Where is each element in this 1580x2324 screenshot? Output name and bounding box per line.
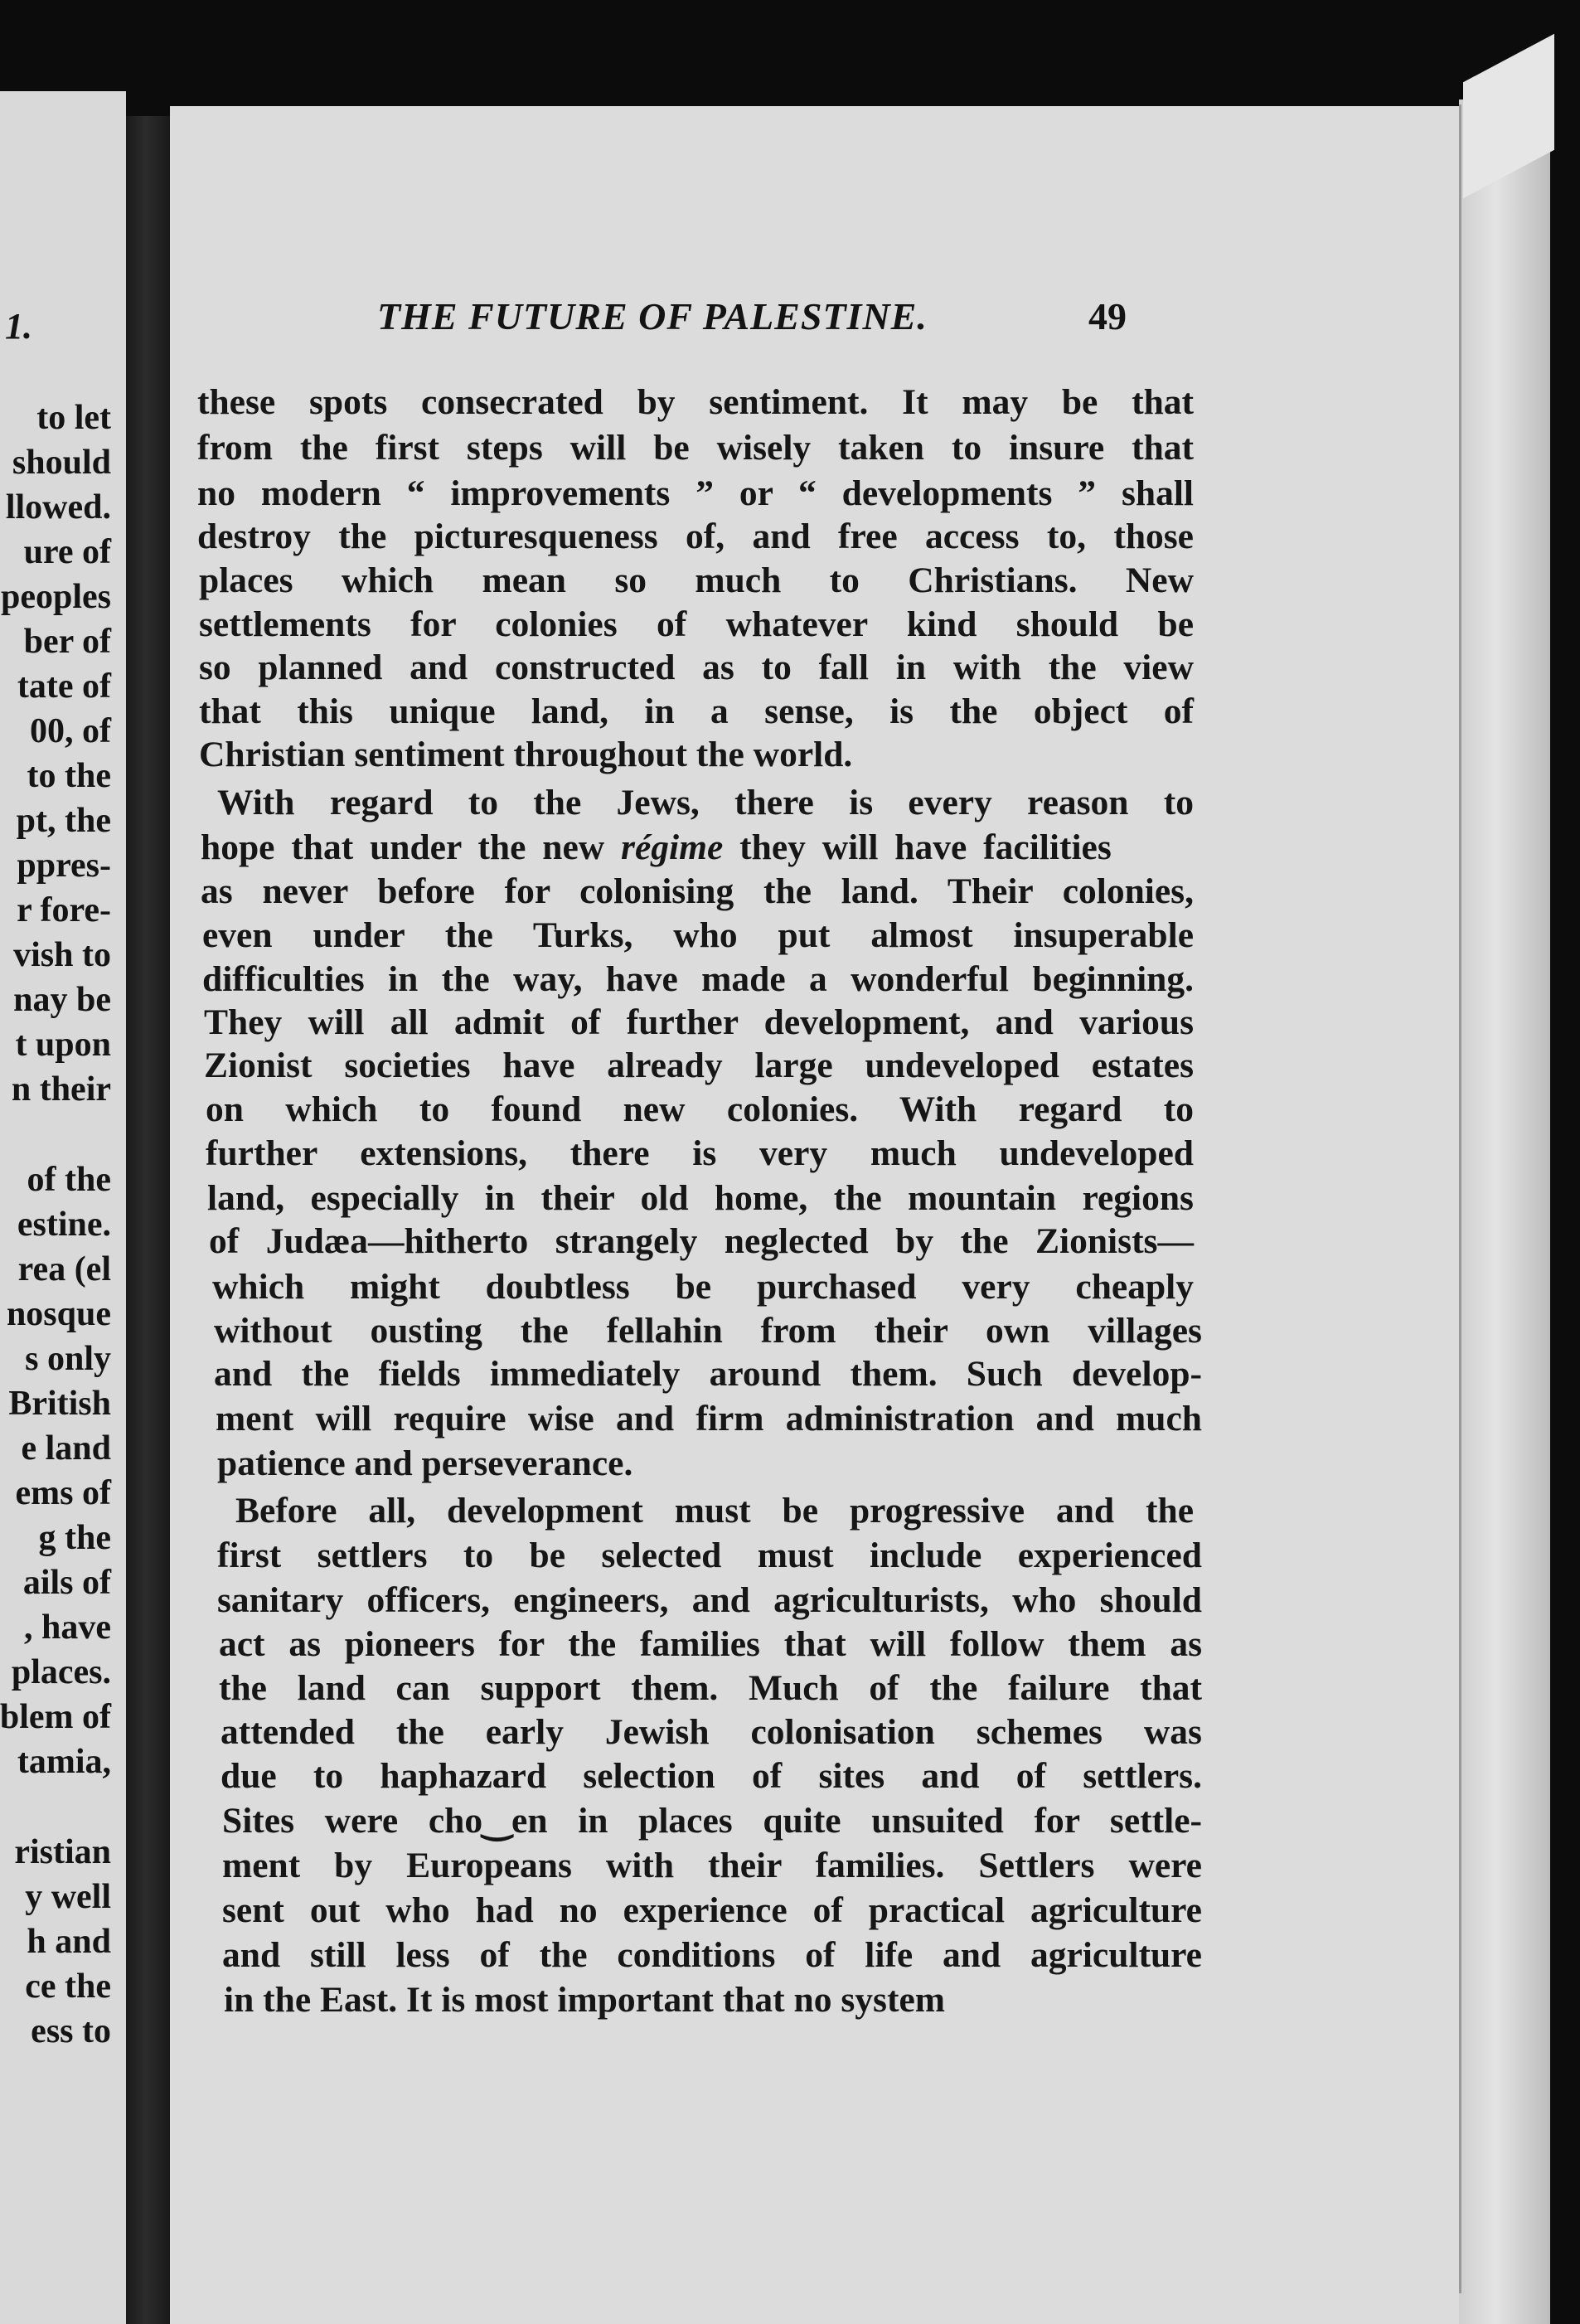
text-line: that this unique land, in a sense, is the object of [199,691,1194,731]
text-line: in the East. It is most important that no system [224,1980,945,2020]
text-line: Sites were cho‿en in places quite unsuited for settle- [222,1801,1202,1841]
left-page-text-fragment: rea (el [17,1250,111,1288]
left-page-text-fragment: tamia, [17,1743,111,1781]
left-page-text-fragment: of the [27,1161,111,1199]
left-page-text-fragment: vish to [13,936,111,974]
italic-word: régime [621,827,724,867]
text-line: They will all admit of further development, and various [204,1002,1194,1042]
left-page-text-fragment: ce the [25,1967,111,2006]
left-page-text-fragment: e land [21,1429,111,1468]
text-line: and the fields immediately around them. Such develop- [214,1354,1202,1394]
left-page-text-fragment: nosque [6,1295,111,1333]
text-line: the land can support them. Much of the failure that [219,1668,1202,1708]
left-page-text-fragment: peoples [0,578,111,616]
left-page-text-fragment: ems of [15,1474,111,1512]
text-line: even under the Turks, who put almost insuperable [202,915,1194,955]
left-page-text-fragment: ber of [23,623,111,661]
text-line: so planned and constructed as to fall in with the view [199,648,1194,687]
left-page-text-fragment: s only [25,1340,111,1378]
left-page-text-fragment: estine. [17,1206,111,1244]
left-page-text-fragment: pt, the [16,802,111,840]
left-page-text-fragment: ristian [14,1833,111,1871]
text-segment: hope that under the new [201,827,605,867]
left-page-text-fragment: y well [25,1878,111,1916]
left-page-text-fragment: should [12,444,111,482]
text-line [201,827,1194,868]
text-line: further extensions, there is very much undeveloped [206,1133,1194,1173]
text-line: Before all, development must be progressive and the [235,1491,1194,1531]
text-line: sent out who had no experience of practical agriculture [222,1890,1202,1930]
left-page-text-fragment: g the [38,1519,111,1557]
text-line: settlements for colonies of whatever kind should be [199,604,1194,644]
text-segment: they will have facilities [739,827,1112,867]
left-page-text-fragment: n their [11,1070,111,1109]
left-running-head-fragment: 1. [5,306,32,347]
left-page-text-fragment: places. [11,1653,111,1691]
left-page-text-fragment: British [8,1385,111,1423]
text-line: places which mean so much to Christians. New [199,560,1194,600]
text-line: first settlers to be selected must include experienced [217,1536,1202,1575]
left-page-text-fragment: t upon [15,1026,111,1064]
text-line: sanitary officers, engineers, and agriculturists, who should [217,1580,1202,1620]
left-page-text-fragment: to the [27,757,111,795]
text-line: which might doubtless be purchased very cheaply [212,1267,1194,1307]
text-line: With regard to the Jews, there is every reason to [217,783,1194,822]
text-line: ment will require wise and firm administration and much [216,1399,1202,1439]
text-line: due to haphazard selection of sites and of settlers. [221,1756,1202,1796]
left-page-text-fragment: blem of [0,1698,111,1736]
text-line: no modern “ improvements ” or “ developments ” shall [197,473,1194,513]
text-line: attended the early Jewish colonisation schemes was [221,1712,1202,1752]
text-line: difficulties in the way, have made a wonderful beginning. [202,959,1194,999]
text-line: Zionist societies have already large undeveloped estates [204,1046,1194,1085]
left-page-text-fragment: h and [27,1923,111,1961]
left-page-text-fragment: ess to [31,2012,111,2050]
text-line: and still less of the conditions of life and agriculture [222,1935,1202,1975]
text-line: of Judæa—hitherto strangely neglected by the Zionists— [209,1221,1194,1261]
text-line: destroy the picturesqueness of, and free access to, those [197,517,1194,556]
left-page-text-fragment: nay be [13,981,111,1019]
left-page-text-fragment: ppres- [17,847,111,885]
page-edge-line [1459,104,1461,2293]
left-page-text-fragment: ails of [22,1564,111,1602]
text-line: land, especially in their old home, the mountain regions [207,1178,1194,1218]
text-line: these spots consecrated by sentiment. It may be that [197,382,1194,422]
text-line: patience and perseverance. [217,1443,633,1483]
left-page-text-fragment: tate of [17,667,111,706]
text-line: on which to found new colonies. With regard to [206,1089,1194,1129]
text-line: act as pioneers for the families that will follow them as [219,1624,1202,1664]
page-edge [1459,99,1550,2324]
book-gutter [126,116,176,2324]
left-page-edge [0,91,126,2324]
left-page-text-fragment: to let [36,399,111,437]
text-line: ment by Europeans with their families. Settlers were [222,1846,1202,1885]
left-page-text-fragment: 00, of [30,712,111,750]
left-page-text-fragment: llowed. [5,488,111,526]
text-line: Christian sentiment throughout the world. [199,735,853,774]
left-page-text-fragment: r fore- [17,891,111,929]
text-line: without ousting the fellahin from their own villages [214,1311,1202,1351]
text-line: as never before for colonising the land. Their colonies, [201,871,1194,911]
left-page-text-fragment: , have [24,1608,111,1647]
page-number: 49 [1088,295,1127,337]
left-page-text-fragment: ure of [23,533,111,571]
running-head: THE FUTURE OF PALESTINE. [377,295,928,337]
text-line: from the first steps will be wisely taken to insure that [197,428,1194,468]
